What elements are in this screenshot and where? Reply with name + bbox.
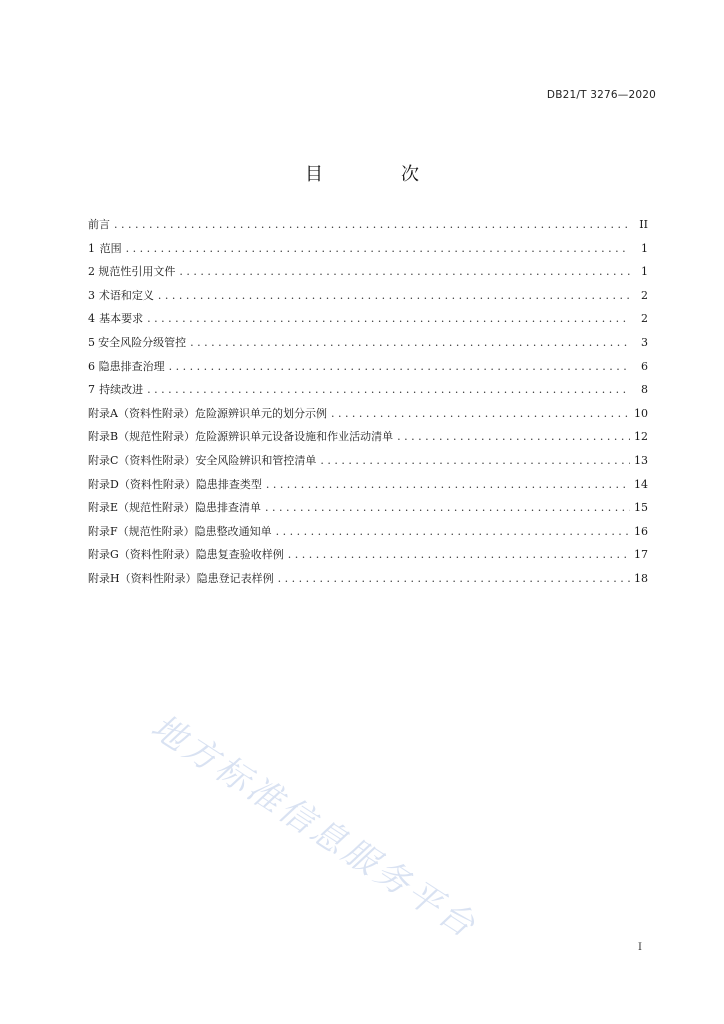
toc-entry-appendix-label: 附录A（资料性附录） (88, 406, 195, 420)
toc-dot-leader (265, 501, 630, 514)
toc-entry-appendix-label: 附录H（资料性附录） (88, 571, 197, 585)
toc-entry-title: 术语和定义 (98, 288, 154, 302)
page-number: I (638, 942, 642, 953)
toc-entry-appendix-label: 附录F（规范性附录） (88, 524, 195, 538)
toc-entry[interactable] (88, 570, 648, 594)
toc-dot-leader (320, 454, 630, 467)
toc-entry[interactable] (88, 310, 648, 334)
toc-entry-title: 规范性引用文件 (98, 265, 176, 279)
toc-entry-page: 13 (634, 453, 648, 467)
toc-entry-page: 15 (634, 501, 648, 515)
toc-entry-number: 5 (88, 335, 95, 349)
toc-entry[interactable] (88, 452, 648, 476)
toc-dot-leader (147, 383, 630, 396)
toc-entry[interactable] (88, 216, 648, 240)
toc-entry[interactable] (88, 523, 648, 547)
toc-dot-leader (114, 218, 630, 231)
toc-entry-appendix-label: 附录E（规范性附录） (88, 501, 196, 515)
toc-entry-title: 危险源辨识单元设备设施和作业活动清单 (195, 430, 394, 444)
toc-entry[interactable] (88, 334, 648, 358)
toc-dot-leader (179, 265, 630, 278)
toc-entry-number: 7 (88, 383, 95, 397)
toc-entry-page: 6 (641, 359, 648, 373)
toc-entry-page: 3 (641, 335, 648, 349)
toc-entry-title: 安全风险分级管控 (98, 335, 187, 349)
toc-dot-leader (276, 525, 630, 538)
toc-entry-page: 14 (634, 477, 648, 491)
toc-dot-leader (278, 572, 630, 585)
toc-entry-number: 3 (88, 288, 95, 302)
toc-entry-page: 10 (634, 406, 648, 420)
toc-entry-number: 6 (88, 359, 95, 373)
toc-entry[interactable] (88, 499, 648, 523)
toc-entry-title: 隐患登记表样例 (196, 571, 274, 585)
toc-entry-title: 隐患复查验收样例 (195, 548, 284, 562)
toc-entry[interactable] (88, 240, 648, 264)
toc-entry-number: 2 (88, 265, 95, 279)
toc-entry-title: 隐患排查类型 (195, 477, 262, 491)
toc-entry-appendix-label: 附录G（资料性附录） (88, 548, 196, 562)
toc-dot-leader (288, 548, 630, 561)
toc-entry-page: II (639, 218, 648, 231)
toc-entry[interactable] (88, 546, 648, 570)
toc-entry-page: 16 (634, 524, 648, 538)
toc-entry-page: 18 (634, 571, 648, 585)
toc-entry-page: 1 (641, 265, 648, 279)
toc-entry[interactable] (88, 381, 648, 405)
toc-entry-title: 安全风险辨识和管控清单 (195, 453, 317, 467)
toc-entry-page: 2 (641, 288, 648, 302)
toc-entry[interactable] (88, 476, 648, 500)
toc-entry[interactable] (88, 405, 648, 429)
toc-entry-title: 范围 (99, 241, 122, 255)
toc-entry[interactable] (88, 287, 648, 311)
toc-entry[interactable] (88, 358, 648, 382)
toc-dot-leader (169, 360, 630, 373)
toc-entry-page: 8 (641, 383, 648, 397)
toc-dot-leader (266, 478, 630, 491)
toc-entry[interactable] (88, 263, 648, 287)
watermark: 地方标准信息服务平台 (143, 706, 485, 948)
toc-entry-title: 持续改进 (99, 383, 144, 397)
toc-entry-number: 1 (88, 241, 95, 255)
toc-entry-title: 基本要求 (99, 312, 144, 326)
toc-entry-title: 危险源辨识单元的划分示例 (194, 406, 327, 420)
page-title: 目 次 (305, 164, 449, 185)
toc-entry-appendix-label: 附录C（资料性附录） (88, 453, 196, 467)
toc-entry-appendix-label: 附录B（规范性附录） (88, 430, 196, 444)
toc-entry-title: 隐患整改通知单 (194, 524, 272, 538)
toc-entry-page: 12 (634, 430, 648, 444)
toc-dot-leader (147, 312, 630, 325)
table-of-contents (88, 216, 648, 594)
toc-entry-number: 4 (88, 312, 95, 326)
toc-dot-leader (190, 336, 630, 349)
toc-entry-title: 隐患排查治理 (98, 359, 165, 373)
toc-dot-leader (397, 430, 630, 443)
toc-dot-leader (331, 407, 630, 420)
toc-entry-title: 前言 (88, 218, 110, 231)
toc-entry-page: 2 (641, 312, 648, 326)
toc-entry-appendix-label: 附录D（资料性附录） (88, 477, 196, 491)
toc-entry-title: 隐患排查清单 (195, 501, 262, 515)
toc-entry[interactable] (88, 428, 648, 452)
toc-entry-page: 1 (641, 241, 648, 255)
toc-entry-page: 17 (634, 548, 648, 562)
toc-dot-leader (126, 242, 630, 255)
toc-dot-leader (158, 289, 630, 302)
standard-code: DB21/T 3276—2020 (546, 89, 656, 101)
